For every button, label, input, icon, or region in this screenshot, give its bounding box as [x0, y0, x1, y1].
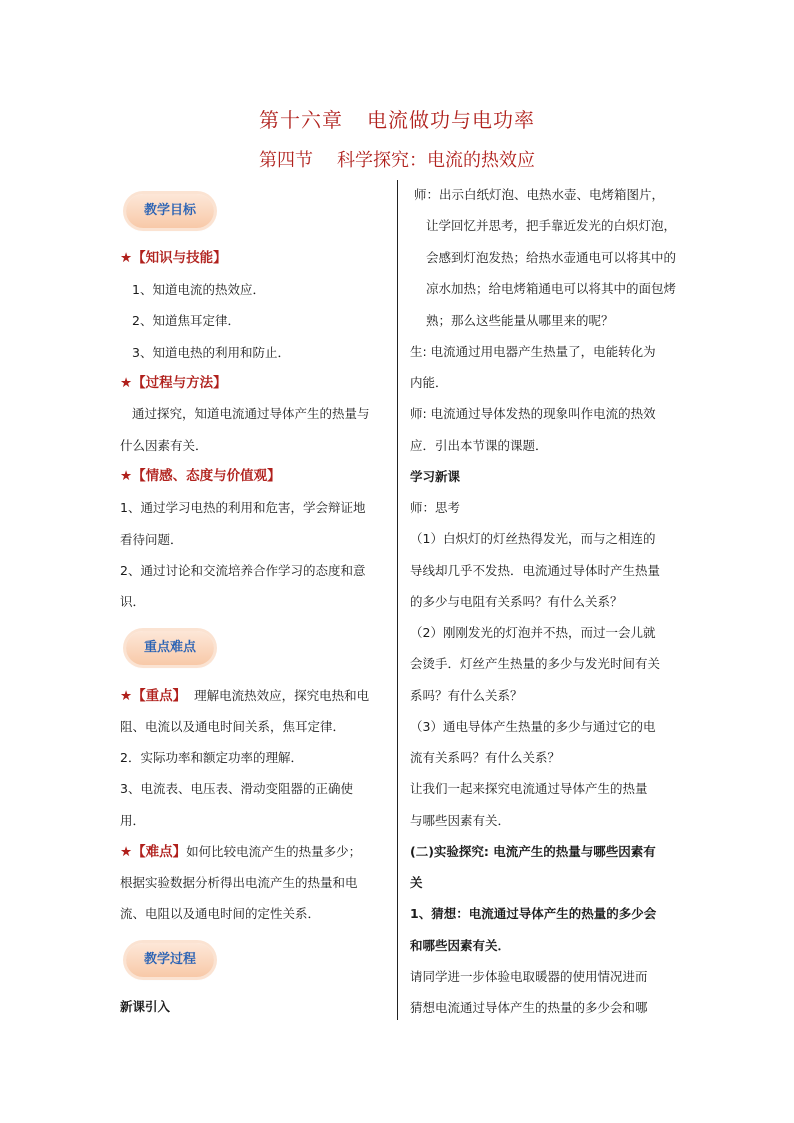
knowledge-item: 3、知道电热的利用和防止．: [132, 345, 290, 360]
dialogue-line: 师：出示白纸灯泡、电热水壶、电烤箱图片，: [414, 187, 665, 202]
lesson-line: （3）通电导体产生热量的多少与通过它的电: [410, 719, 656, 734]
dialogue-line: 凉水加热；给电烤箱通电可以将其中的面包烤: [426, 281, 677, 296]
key-point: [120, 688, 369, 704]
column-divider: [397, 180, 398, 1020]
difficulty-text: 根据实验数据分析得出电流产生的热量和电: [120, 875, 358, 890]
guess-heading: 1、猜想：电流通过导体产生的热量的多少会: [410, 906, 657, 921]
intro-heading: 新课引入: [120, 999, 171, 1014]
dialogue-line: 会感到灯泡发热；给热水壶通电可以将其中的: [426, 250, 677, 265]
guess-line: 猜想电流通过导体产生的热量的多少会和哪: [410, 1000, 648, 1015]
experiment-heading: (二)实验探究: 电流产生的热量与哪些因素有: [410, 844, 656, 859]
attitude-text: 1、通过学习电热的利用和危害，学会辩证地: [120, 500, 366, 515]
key-point-text: 3、电流表、电压表、滑动变阻器的正确使: [120, 781, 353, 796]
attitude-text: 2、通过讨论和交流培养合作学习的态度和意: [120, 563, 366, 578]
knowledge-item: 2、知道焦耳定律．: [132, 313, 240, 328]
lesson-line: 流有关系吗？有什么关系？: [410, 750, 561, 765]
key-point-text: 理解电流热效应，探究电热和电: [194, 688, 370, 703]
badge-key-difficult-points: 重点难点: [126, 631, 214, 665]
difficulty: [120, 844, 361, 860]
key-point-text: 用．: [120, 813, 146, 828]
dialogue-line: 内能．: [410, 375, 448, 390]
dialogue-line: 让学回忆并思考，把手靠近发光的白炽灯泡，: [426, 218, 677, 233]
dialogue-line: 生: 电流通过用电器产生热量了，电能转化为: [410, 344, 656, 359]
process-heading: ★【过程与方法】: [120, 375, 227, 391]
lesson-line: 与哪些因素有关．: [410, 813, 511, 828]
lesson-line: （2）刚刚发光的灯泡并不热，而过一会儿就: [410, 625, 656, 640]
knowledge-heading: ★【知识与技能】: [120, 250, 227, 266]
lesson-line: 的多少与电阻有关系吗？有什么关系？: [410, 594, 623, 609]
lesson-line: （1）白炽灯的灯丝热得发光，而与之相连的: [410, 531, 656, 546]
badge-teaching-objectives: 教学目标: [126, 194, 214, 228]
lesson-line: 让我们一起来探究电流通过导体产生的热量: [410, 781, 648, 796]
lesson-line: 师：思考: [410, 500, 461, 515]
lesson-line: 会烫手．灯丝产生热量的多少与发光时间有关: [410, 656, 661, 671]
dialogue-line: 师: 电流通过导体发热的现象叫作电流的热效: [410, 406, 656, 421]
difficulty-text: 流、电阻以及通电时间的定性关系．: [120, 906, 321, 921]
badge-teaching-process: 教学过程: [126, 943, 214, 977]
attitude-heading: ★【情感、态度与价值观】: [120, 468, 281, 484]
lesson-line: 导线却几乎不发热．电流通过导体时产生热量: [410, 563, 661, 578]
difficulty-label: ★【难点】: [120, 844, 187, 860]
key-point-text: 阻、电流以及通电时间关系，焦耳定律．: [120, 719, 346, 734]
section-title: [0, 146, 794, 172]
guess-heading: 和哪些因素有关．: [410, 938, 511, 953]
section-name: 科学探究：电流的热效应: [337, 150, 535, 171]
experiment-heading: 关: [410, 875, 423, 890]
key-point-text: 2．实际功率和额定功率的理解．: [120, 750, 303, 765]
new-lesson-heading: 学习新课: [410, 469, 461, 484]
knowledge-item: 1、知道电流的热效应．: [132, 282, 265, 297]
difficulty-text: 如何比较电流产生的热量多少；: [186, 844, 362, 859]
chapter-name: 电流做功与电功率: [367, 108, 535, 132]
process-text: 什么因素有关．: [120, 438, 208, 453]
process-text: 通过探究，知道电流通过导体产生的热量与: [132, 406, 370, 421]
chapter-title: [0, 104, 794, 133]
chapter-number: 第十六章: [259, 108, 343, 132]
lesson-line: 系吗？有什么关系？: [410, 688, 523, 703]
attitude-text: 看待问题．: [120, 532, 183, 547]
guess-line: 请同学进一步体验电取暖器的使用情况进而: [410, 969, 648, 984]
dialogue-line: 熟；那么这些能量从哪里来的呢？: [426, 313, 614, 328]
attitude-text: 识．: [120, 594, 146, 609]
dialogue-line: 应．引出本节课的课题．: [410, 438, 548, 453]
section-number: 第四节: [259, 150, 313, 171]
key-point-label: ★【重点】: [120, 688, 187, 704]
